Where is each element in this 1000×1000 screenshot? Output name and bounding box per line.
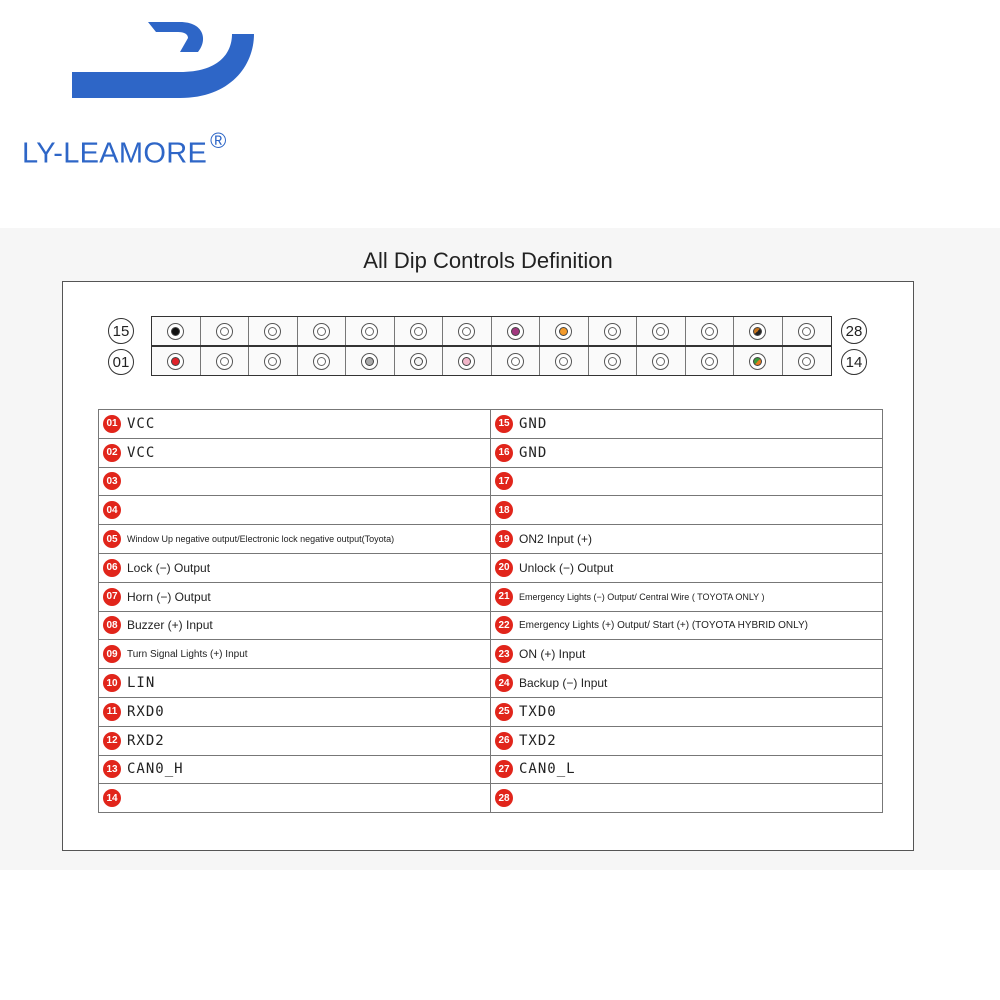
pin-wire-color [414, 327, 423, 336]
connector-label-top-left: 15 [108, 318, 134, 344]
pin-description: TXD0 [519, 703, 557, 720]
pin-number-badge: 17 [495, 472, 513, 490]
pin-cell-15 [491, 410, 883, 439]
connector-top-pin-17 [264, 323, 281, 340]
pin-wire-color [220, 357, 229, 366]
table-row [99, 640, 883, 669]
pin-description: Window Up negative output/Electronic lock negative output(Toyota) [127, 534, 395, 545]
connector-cell [249, 347, 298, 375]
table-row [99, 553, 883, 582]
table-row [99, 496, 883, 525]
connector-cell [152, 317, 201, 345]
connector-cell [443, 347, 492, 375]
diagram-panel [0, 228, 1000, 870]
pin-description: LIN [127, 675, 156, 692]
pin-number-badge: 07 [103, 588, 121, 606]
pin-wire-color [462, 357, 471, 366]
pin-number-badge: 09 [103, 645, 121, 663]
pin-cell-01 [99, 410, 491, 439]
connector-bottom-row [151, 346, 832, 376]
connector-cell [298, 317, 347, 345]
connector-bottom-pin-07 [458, 353, 475, 370]
pin-description: Unlock (−) Output [519, 560, 614, 575]
pin-wire-color [365, 357, 374, 366]
pin-number-badge: 01 [103, 415, 121, 433]
pin-cell-24 [491, 669, 883, 698]
connector-label-bottom-right: 14 [841, 349, 867, 375]
pin-description: VCC [127, 444, 156, 461]
pin-number-badge: 21 [495, 588, 513, 606]
pin-wire-color [317, 357, 326, 366]
pin-description: ON (+) Input [519, 647, 586, 662]
pin-cell-17 [491, 467, 883, 496]
connector-cell [783, 317, 832, 345]
pin-cell-23 [491, 640, 883, 669]
pin-wire-color [559, 357, 568, 366]
pin-description: GND [519, 444, 548, 461]
pin-cell-22 [491, 611, 883, 640]
connector-label-bottom-left: 01 [108, 349, 134, 375]
connector-bottom-pin-08 [507, 353, 524, 370]
pin-number-badge: 03 [103, 472, 121, 490]
connector-cell [346, 347, 395, 375]
pin-number-badge: 14 [103, 789, 121, 807]
pin-cell-08 [99, 611, 491, 640]
pin-cell-25 [491, 697, 883, 726]
connector-label-top-right: 28 [841, 318, 867, 344]
diagram-frame [62, 281, 914, 851]
connector-bottom-pin-02 [216, 353, 233, 370]
connector-cell [540, 347, 589, 375]
pin-cell-12 [99, 726, 491, 755]
pin-wire-color [171, 327, 180, 336]
connector-top-pin-28 [798, 323, 815, 340]
pin-cell-04 [99, 496, 491, 525]
pin-wire-color [220, 327, 229, 336]
pin-description: CAN0_H [127, 761, 184, 778]
pin-definition-table [98, 409, 883, 813]
pin-number-badge: 24 [495, 674, 513, 692]
connector-top-pin-16 [216, 323, 233, 340]
connector-cell [249, 317, 298, 345]
pin-cell-06 [99, 553, 491, 582]
table-row [99, 669, 883, 698]
pin-wire-color [268, 327, 277, 336]
table-row [99, 410, 883, 439]
pin-wire-color [317, 327, 326, 336]
connector-cell [686, 347, 735, 375]
pin-cell-20 [491, 553, 883, 582]
pin-description: TXD2 [519, 732, 557, 749]
pin-cell-10 [99, 669, 491, 698]
pin-number-badge: 08 [103, 616, 121, 634]
pin-wire-color [511, 357, 520, 366]
connector-bottom-pin-10 [604, 353, 621, 370]
pin-wire-color [802, 327, 811, 336]
pin-cell-13 [99, 755, 491, 784]
pin-wire-color [462, 327, 471, 336]
pin-description: Turn Signal Lights (+) Input [127, 648, 248, 660]
connector-top-pin-22 [507, 323, 524, 340]
pin-number-badge: 05 [103, 530, 121, 548]
pin-wire-color [802, 357, 811, 366]
pin-number-badge: 12 [103, 732, 121, 750]
connector-cell [443, 317, 492, 345]
pin-number-badge: 15 [495, 415, 513, 433]
pin-wire-color [705, 327, 714, 336]
pin-wire-color [414, 357, 423, 366]
table-row [99, 582, 883, 611]
pin-wire-color [753, 327, 762, 336]
pin-wire-color [365, 327, 374, 336]
connector-cell [734, 317, 783, 345]
pin-number-badge: 19 [495, 530, 513, 548]
connector-cell [201, 317, 250, 345]
pin-description: Lock (−) Output [127, 560, 211, 575]
connector-cell [395, 317, 444, 345]
connector-cell [783, 347, 832, 375]
pin-description: VCC [127, 415, 156, 432]
table-row [99, 755, 883, 784]
pin-number-badge: 04 [103, 501, 121, 519]
pin-wire-color [608, 327, 617, 336]
pin-description: CAN0_L [519, 761, 576, 778]
connector-cell [201, 347, 250, 375]
table-row [99, 611, 883, 640]
pin-description: Horn (−) Output [127, 589, 211, 604]
pin-number-badge: 06 [103, 559, 121, 577]
connector-cell [346, 317, 395, 345]
pin-number-badge: 02 [103, 444, 121, 462]
pin-cell-28 [491, 784, 883, 813]
connector-top-pin-19 [361, 323, 378, 340]
connector-top-pin-23 [555, 323, 572, 340]
connector-cell [540, 317, 589, 345]
pin-wire-color [656, 357, 665, 366]
connector-cell [637, 317, 686, 345]
brand-name: LY-LEAMORE ® [22, 128, 227, 170]
pin-cell-16 [491, 438, 883, 467]
brand-logo [18, 14, 288, 170]
pin-number-badge: 23 [495, 645, 513, 663]
pin-description: RXD2 [127, 732, 165, 749]
pin-number-badge: 27 [495, 760, 513, 778]
connector-cell [637, 347, 686, 375]
connector-cell [152, 347, 201, 375]
table-row [99, 438, 883, 467]
pin-cell-11 [99, 697, 491, 726]
connector-cell [395, 347, 444, 375]
connector-cell [686, 317, 735, 345]
connector-bottom-pin-04 [313, 353, 330, 370]
connector-top-pin-18 [313, 323, 330, 340]
pin-wire-color [705, 357, 714, 366]
pin-number-badge: 13 [103, 760, 121, 778]
pin-description: Buzzer (+) Input [127, 618, 213, 633]
connector-cell [492, 347, 541, 375]
connector-bottom-pin-09 [555, 353, 572, 370]
pin-cell-09 [99, 640, 491, 669]
table-row [99, 697, 883, 726]
connector-cell [589, 347, 638, 375]
pin-wire-color [511, 327, 520, 336]
pin-cell-07 [99, 582, 491, 611]
connector-top-pin-21 [458, 323, 475, 340]
pin-number-badge: 25 [495, 703, 513, 721]
pin-number-badge: 16 [495, 444, 513, 462]
pin-number-badge: 22 [495, 616, 513, 634]
pin-wire-color [268, 357, 277, 366]
connector-top-pin-25 [652, 323, 669, 340]
pin-description: GND [519, 415, 548, 432]
connector-top-pin-26 [701, 323, 718, 340]
connector-bottom-pin-01 [167, 353, 184, 370]
pin-cell-19 [491, 525, 883, 554]
connector-bottom-pin-05 [361, 353, 378, 370]
diagram-title: All Dip Controls Definition [363, 248, 613, 273]
logo-mark-icon [68, 14, 258, 134]
connector-top-row [151, 316, 832, 346]
pin-cell-26 [491, 726, 883, 755]
table-row [99, 784, 883, 813]
pin-number-badge: 20 [495, 559, 513, 577]
pin-wire-color [608, 357, 617, 366]
pin-description: ON2 Input (+) [519, 532, 593, 547]
table-row [99, 726, 883, 755]
connector-top-pin-27 [749, 323, 766, 340]
pin-number-badge: 11 [103, 703, 121, 721]
connector-bottom-pin-14 [798, 353, 815, 370]
connector-cell [298, 347, 347, 375]
pin-description: Backup (−) Input [519, 676, 608, 691]
connector-cell [492, 317, 541, 345]
pin-cell-18 [491, 496, 883, 525]
connector-top-pin-24 [604, 323, 621, 340]
pin-number-badge: 26 [495, 732, 513, 750]
pin-wire-color [171, 357, 180, 366]
pin-cell-02 [99, 438, 491, 467]
connector-bottom-pin-11 [652, 353, 669, 370]
connector-cell [734, 347, 783, 375]
pin-number-badge: 28 [495, 789, 513, 807]
pin-wire-color [656, 327, 665, 336]
pin-cell-21 [491, 582, 883, 611]
table-row [99, 525, 883, 554]
connector-bottom-pin-12 [701, 353, 718, 370]
connector-bottom-pin-13 [749, 353, 766, 370]
pin-cell-03 [99, 467, 491, 496]
pin-description: Emergency Lights (−) Output/ Central Wire ( TOYOTA ONLY ) [519, 591, 765, 602]
pin-number-badge: 18 [495, 501, 513, 519]
pin-cell-05 [99, 525, 491, 554]
connector-bottom-pin-03 [264, 353, 281, 370]
connector-cell [589, 317, 638, 345]
pin-wire-color [753, 357, 762, 366]
pin-description: RXD0 [127, 703, 165, 720]
pin-description: Emergency Lights (+) Output/ Start (+) (TOYOTA HYBRID ONLY) [519, 619, 808, 631]
table-row [99, 467, 883, 496]
pin-cell-14 [99, 784, 491, 813]
pin-cell-27 [491, 755, 883, 784]
connector-bottom-pin-06 [410, 353, 427, 370]
connector-top-pin-20 [410, 323, 427, 340]
pin-number-badge: 10 [103, 674, 121, 692]
pin-wire-color [559, 327, 568, 336]
connector-top-pin-15 [167, 323, 184, 340]
